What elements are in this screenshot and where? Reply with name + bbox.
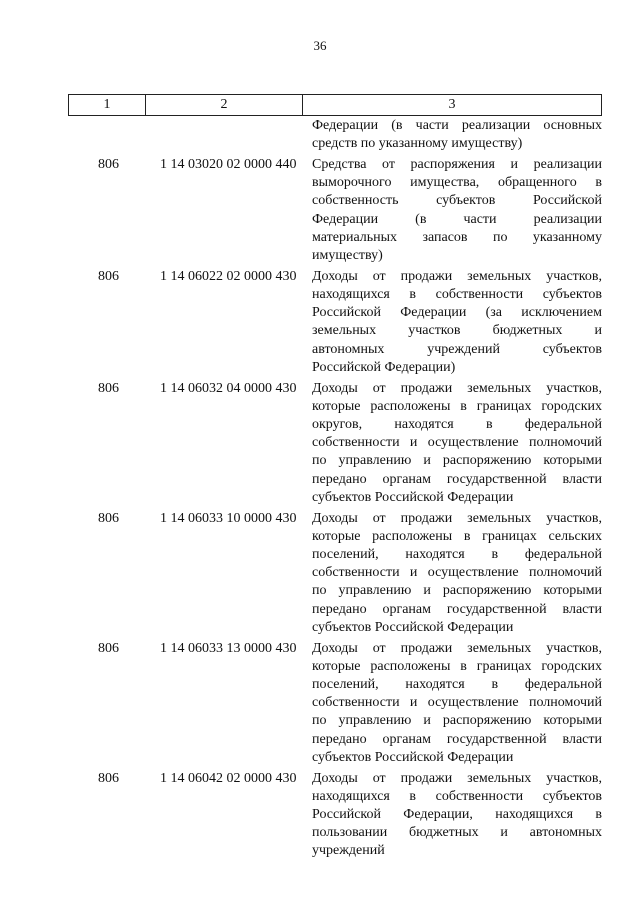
description-line: выморочного имущества, обращенного в (312, 175, 602, 191)
description-line: пользовании бюджетных и автономных (312, 825, 602, 841)
description-line: собственности и осуществление полномочий (312, 565, 602, 581)
admin-code-cell: 806 (98, 268, 119, 284)
description-line: материальных запасов по указанному (312, 229, 602, 245)
header-col-3: 3 (448, 97, 456, 112)
table-row (68, 380, 602, 507)
admin-code-cell: 806 (98, 380, 119, 396)
table-row (68, 640, 602, 767)
description-line: автономных учреждений субъектов (312, 341, 602, 357)
description-line: поселений, находятся в федеральной (312, 547, 602, 563)
description-line: по управлению и распоряжению которыми (312, 583, 602, 599)
description-cell (311, 156, 602, 265)
description-line: земельных участков бюджетных и (312, 323, 602, 339)
table-body (68, 117, 602, 863)
description-line: Доходы от продажи земельных участков, (312, 640, 602, 656)
budget-code-cell: 1 14 06033 10 0000 430 (160, 510, 297, 526)
header-col-2: 2 (146, 95, 303, 115)
description-cell (311, 380, 602, 507)
description-cell (311, 510, 602, 637)
budget-code-cell: 1 14 06022 02 0000 430 (160, 268, 297, 284)
description-line: по управлению и распоряжению которыми (312, 713, 602, 729)
description-line: собственности и осуществление полномочий (312, 435, 602, 451)
description-line: передано органам государственной власти (312, 731, 602, 747)
budget-code-cell: 1 14 06042 02 0000 430 (160, 770, 297, 786)
table-row (68, 268, 602, 377)
description-line: средств по указанному имуществу) (312, 136, 523, 152)
description-line: округов, находятся в федеральной (312, 417, 602, 433)
description-line: Российской Федерации (за исключением (312, 305, 602, 321)
admin-code-cell: 806 (98, 510, 119, 526)
description-line: Федерации (в части реализации основных (312, 118, 602, 133)
description-line: Российской Федерации) (312, 359, 456, 375)
description-line: передано органам государственной власти (312, 601, 602, 617)
description-line: собственность субъектов Российской (312, 193, 602, 209)
budget-code-cell (145, 117, 311, 153)
description-cell (311, 770, 602, 861)
description-line: субъектов Российской Федерации (312, 749, 514, 765)
description-line: Федерации (в части реализации (312, 211, 602, 227)
description-cell (311, 117, 602, 153)
description-line: находящихся в собственности субъектов (312, 788, 602, 804)
description-line: поселений, находятся в федеральной (312, 677, 602, 693)
description-line: по управлению и распоряжению которыми (312, 453, 602, 469)
description-line: учреждений (312, 843, 385, 859)
description-line: которые расположены в границах городских (312, 658, 602, 674)
description-line: Российской Федерации, находящихся в (312, 807, 602, 823)
description-line: которые расположены в границах сельских (312, 528, 602, 544)
table-header (68, 94, 602, 116)
description-line: Доходы от продажи земельных участков, (312, 510, 602, 526)
table-row (68, 510, 602, 637)
description-line: собственности и осуществление полномочий (312, 695, 602, 711)
description-line: которые расположены в границах городских (312, 398, 602, 414)
budget-code-cell: 1 14 06033 13 0000 430 (160, 640, 297, 656)
description-cell (311, 640, 602, 767)
budget-code-cell: 1 14 03020 02 0000 440 (160, 157, 297, 172)
description-line: Доходы от продажи земельных участков, (312, 268, 602, 284)
table-row (68, 156, 602, 265)
description-line: субъектов Российской Федерации (312, 619, 514, 635)
description-line: субъектов Российской Федерации (312, 489, 514, 505)
description-line: Средства от распоряжения и реализации (312, 157, 602, 172)
description-cell (311, 268, 602, 377)
admin-code-cell: 806 (98, 770, 119, 786)
admin-code-cell: 806 (98, 640, 119, 656)
table-row (68, 770, 602, 861)
budget-code-cell: 1 14 06032 04 0000 430 (160, 380, 297, 396)
description-line: Доходы от продажи земельных участков, (312, 380, 602, 396)
admin-code-cell (68, 117, 145, 153)
description-line: передано органам государственной власти (312, 471, 602, 487)
description-line: находящихся в собственности субъектов (312, 287, 602, 303)
admin-code-cell: 806 (98, 157, 119, 172)
table-row-continuation (68, 117, 602, 153)
header-col-1: 1 (69, 95, 146, 115)
page-number: 36 (313, 38, 327, 53)
description-line: имуществу) (312, 248, 383, 264)
description-line: Доходы от продажи земельных участков, (312, 770, 602, 786)
